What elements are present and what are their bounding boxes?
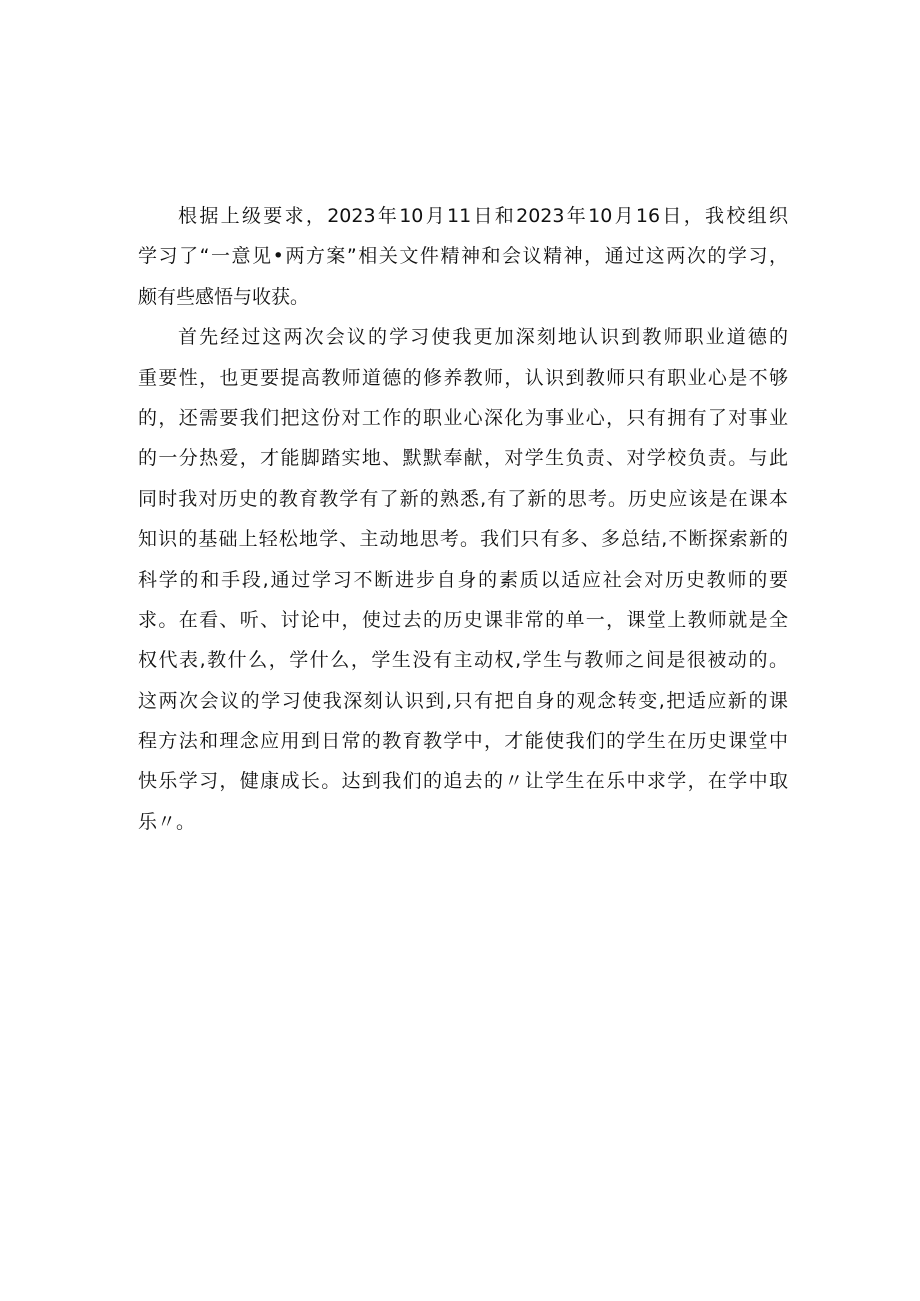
paragraph-line: 知识的基础上轻松地学、主动地思考。我们只有多、多总结,不断探索新的: [138, 528, 788, 551]
paragraph-line: 的一分热爱，才能脚踏实地、默默奉献，对学生负责、对学校负责。与此: [138, 447, 788, 470]
paragraph-line: 学习了“一意见•两方案”相关文件精神和会议精神，通过这两次的学习，: [138, 245, 788, 268]
paragraph-line: 科学的和手段,通过学习不断进步自身的素质以适应社会对历史教师的要: [138, 568, 788, 591]
document-body: [138, 196, 788, 842]
paragraph-line: 重要性，也更要提高教师道德的修养教师，认识到教师只有职业心是不够: [138, 366, 788, 389]
paragraph-line: 这两次会议的学习使我深刻认识到,只有把自身的观念转变,把适应新的课: [138, 689, 788, 712]
paragraph-line: 首先经过这两次会议的学习使我更加深刻地认识到教师职业道德的: [178, 326, 788, 349]
paragraph-line: 求。在看、听、讨论中，使过去的历史课非常的单一，课堂上教师就是全: [138, 608, 788, 631]
paragraph-line: 的，还需要我们把这份对工作的职业心深化为事业心，只有拥有了对事业: [138, 406, 788, 429]
paragraph-line: 程方法和理念应用到日常的教育教学中，才能使我们的学生在历史课堂中: [138, 730, 788, 753]
paragraph-line: 乐〃。: [138, 810, 196, 833]
paragraph-1: [138, 196, 788, 317]
paragraph-2: [138, 317, 788, 842]
paragraph-line: 快乐学习，健康成长。达到我们的追去的〃让学生在乐中求学，在学中取: [138, 770, 788, 793]
paragraph-line: 权代表,教什么，学什么，学生没有主动权,学生与教师之间是很被动的。: [138, 649, 788, 672]
paragraph-line: 同时我对历史的教育教学有了新的熟悉,有了新的思考。历史应该是在课本: [138, 487, 788, 510]
paragraph-line: 颇有些感悟与收获。: [138, 285, 310, 308]
paragraph-line: 根据上级要求，2023年10月11日和2023年10月16日，我校组织: [178, 205, 788, 227]
